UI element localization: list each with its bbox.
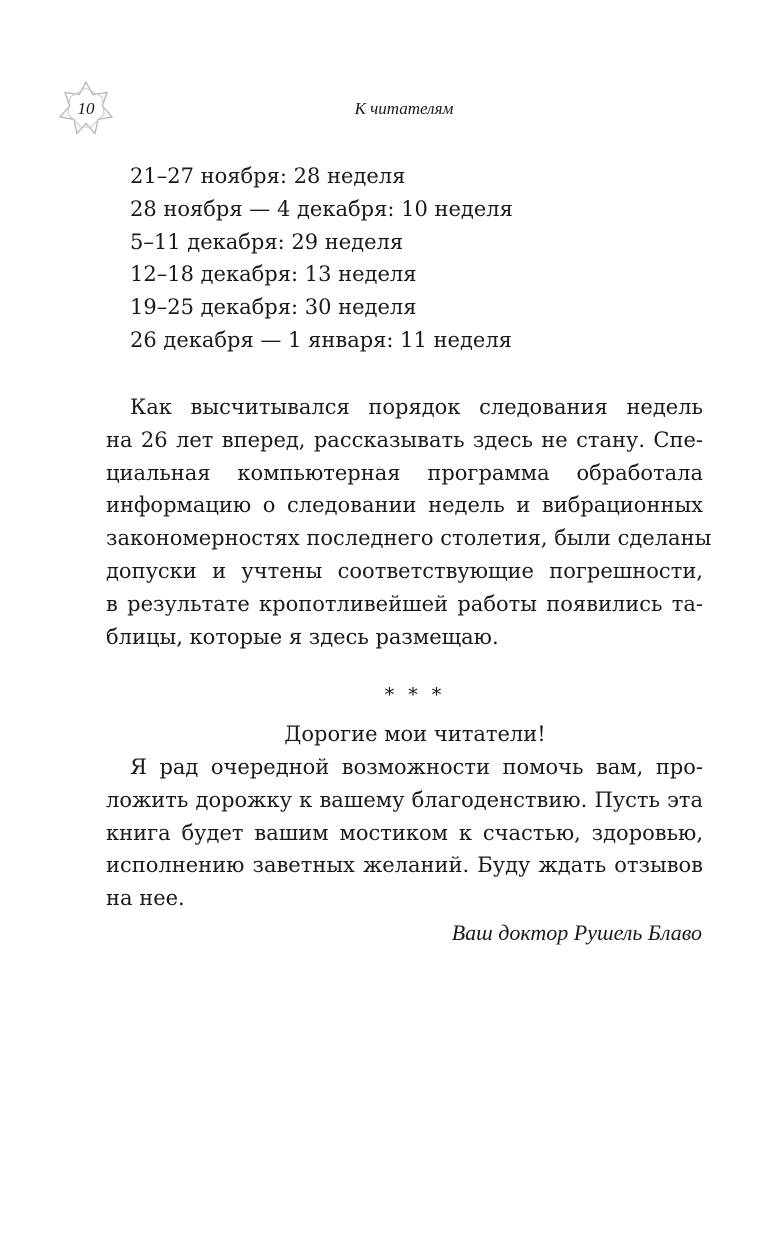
paragraph-line: циальная компьютерная программа обработала	[106, 460, 703, 485]
running-head: К читателям	[354, 99, 454, 118]
schedule-line: 12–18 декабря: 13 неделя	[130, 262, 417, 287]
paragraph-line: допуски и учтены соответствующие погрешности,	[106, 558, 703, 583]
schedule-line: 19–25 декабря: 30 неделя	[130, 295, 417, 320]
paragraph-line: на 26 лет вперед, рассказывать здесь не стану. Спе-	[106, 427, 703, 452]
paragraph-line: закономерностях последнего столетия, были сделаны	[106, 526, 712, 551]
paragraph-address	[106, 751, 703, 915]
page-number: 10	[77, 99, 95, 118]
paragraph-line: книга будет вашим мостиком к счастью, здоровью,	[106, 820, 703, 845]
greeting-heading: Дорогие мои читатели!	[284, 722, 546, 746]
paragraph-method	[106, 391, 712, 653]
schedule-line: 26 декабря — 1 января: 11 неделя	[130, 327, 512, 352]
paragraph-line: информацию о следовании недель и вибрационных	[106, 493, 703, 518]
paragraph-line: Как высчитывался порядок следования недель	[130, 395, 703, 419]
paragraph-line: на нее.	[106, 886, 185, 911]
schedule-line: 5–11 декабря: 29 неделя	[130, 229, 404, 254]
week-schedule-list	[130, 160, 730, 357]
paragraph-line: в результате кропотливейшей работы появились та-	[106, 591, 703, 616]
schedule-line: 28 ноября — 4 декабря: 10 неделя	[130, 196, 513, 221]
schedule-line: 21–27 ноября: 28 неделя	[130, 164, 406, 188]
paragraph-line: ложить дорожку к вашему благоденствию. Пусть эта	[106, 787, 703, 812]
paragraph-line: блицы, которые я здесь размещаю.	[106, 624, 499, 649]
paragraph-line: Я рад очередной возможности помочь вам, про-	[130, 755, 703, 779]
section-separator: * * *	[384, 684, 446, 706]
paragraph-line: исполнению заветных желаний. Буду ждать отзывов	[106, 853, 703, 878]
author-signature: Ваш доктор Рушель Блаво	[451, 920, 702, 945]
